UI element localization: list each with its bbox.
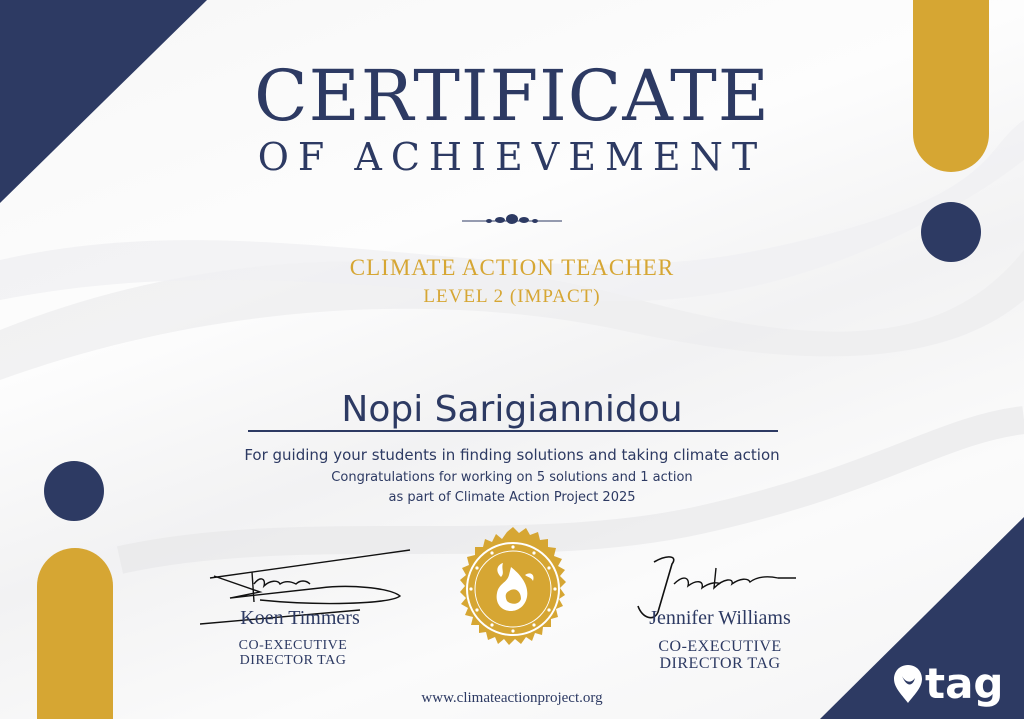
award-title: CLIMATE ACTION TEACHER — [349, 255, 675, 280]
gold-seal-icon — [448, 524, 578, 654]
website-url: www.climateactionproject.org — [421, 690, 603, 706]
ornament-divider-icon — [462, 212, 562, 228]
signer-title-left-line2: DIRECTOR TAG — [239, 653, 347, 668]
logo-text: tag — [925, 659, 1004, 708]
certificate-title: CERTIFICATE — [254, 55, 770, 137]
certificate-subtitle: OF ACHIEVEMENT — [257, 135, 767, 179]
location-pin-icon — [893, 664, 923, 704]
award-level: LEVEL 2 (IMPACT) — [423, 286, 601, 307]
signer-title-left — [193, 638, 393, 668]
signer-title-left-line1: CO-EXECUTIVE — [238, 638, 348, 653]
signer-title-right — [620, 638, 820, 672]
tag-logo — [893, 659, 1004, 708]
signer-name-left: Koen Timmers — [240, 607, 360, 629]
signer-title-right-line1: CO-EXECUTIVE — [658, 638, 782, 655]
signer-name-right: Jennifer Williams — [649, 607, 791, 629]
congratulations-line: Congratulations for working on 5 solutions and 1 action — [331, 470, 693, 485]
recipient-name: Nopi Sarigiannidou — [341, 389, 683, 430]
name-underline — [248, 430, 778, 432]
project-line: as part of Climate Action Project 2025 — [388, 490, 636, 505]
signer-title-right-line2: DIRECTOR TAG — [659, 655, 781, 672]
citation-line: For guiding your students in finding solutions and taking climate action — [244, 446, 780, 464]
navy-dot-right — [921, 202, 981, 262]
